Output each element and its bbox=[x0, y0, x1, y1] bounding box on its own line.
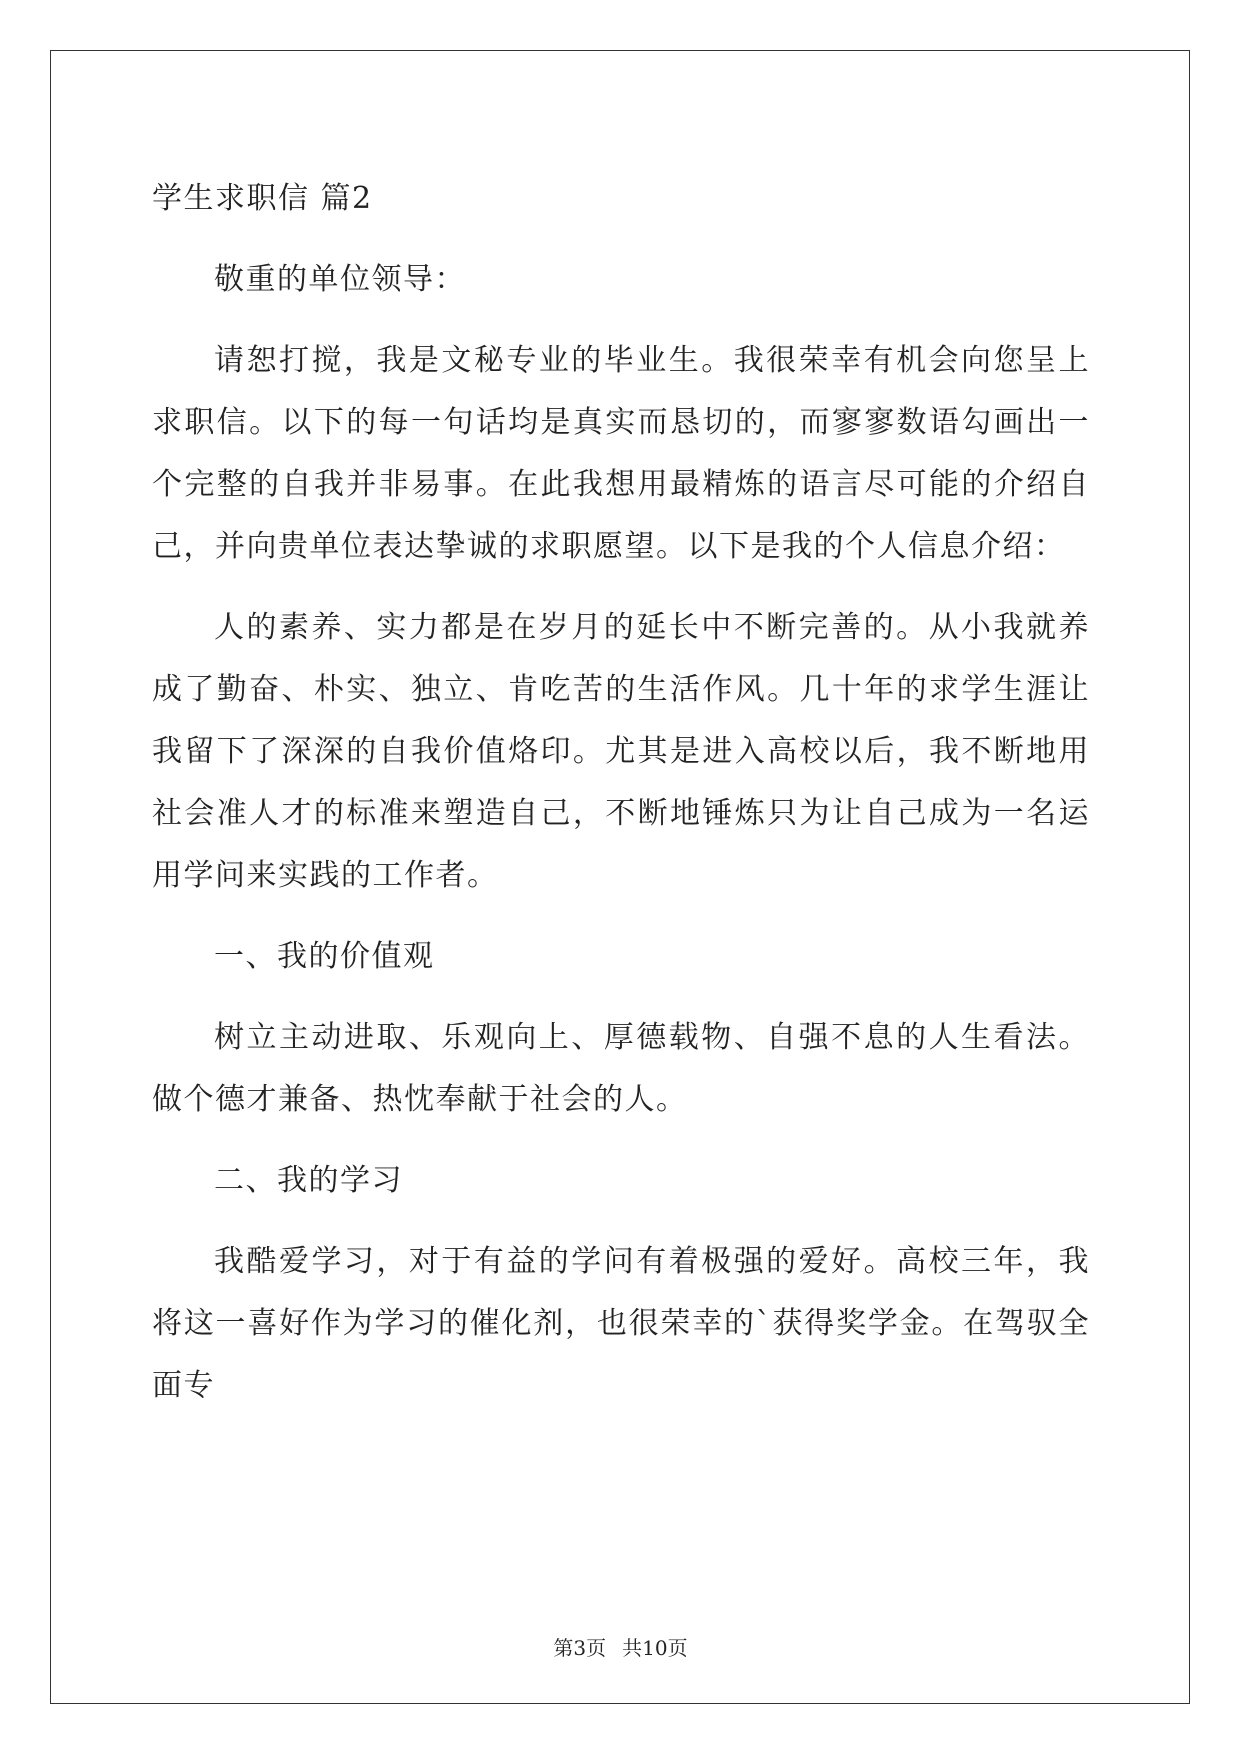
section-heading-values: 一、我的价值观 bbox=[214, 939, 435, 974]
salutation: 敬重的单位领导： bbox=[214, 262, 466, 297]
document-body bbox=[152, 168, 1090, 1417]
page-total: 共10页 bbox=[622, 1636, 688, 1660]
paragraph-intro: 请恕打搅，我是文秘专业的毕业生。我很荣幸有机会向您呈上求职信。以下的每一句话均是真实而恳切的，而寥寥数语勾画出一个完整的自我并非易事。在此我想用最精炼的语言尽可能的介绍自己，并向贵单位表达挚诚的求职愿望。以下是我的个人信息介绍： bbox=[152, 343, 1090, 564]
paragraph-background: 人的素养、实力都是在岁月的延长中不断完善的。从小我就养成了勤奋、朴实、独立、肯吃苦的生活作风。几十年的求学生涯让我留下了深深的自我价值烙印。尤其是进入高校以后，我不断地用社会准人才的标准来塑造自己，不断地锤炼只为让自己成为一名运用学问来实践的工作者。 bbox=[152, 610, 1090, 893]
page-number: 第3页 bbox=[553, 1636, 607, 1660]
section-heading-study: 二、我的学习 bbox=[214, 1163, 403, 1198]
paragraph-values: 树立主动进取、乐观向上、厚德载物、自强不息的人生看法。做个德才兼备、热忱奉献于社会的人。 bbox=[152, 1020, 1090, 1117]
page-footer bbox=[0, 1632, 1241, 1661]
document-title: 学生求职信 篇2 bbox=[152, 181, 373, 216]
paragraph-study: 我酷爱学习，对于有益的学问有着极强的爱好。高校三年，我将这一喜好作为学习的催化剂，也很荣幸的`获得奖学金。在驾驭全面专 bbox=[152, 1244, 1090, 1403]
